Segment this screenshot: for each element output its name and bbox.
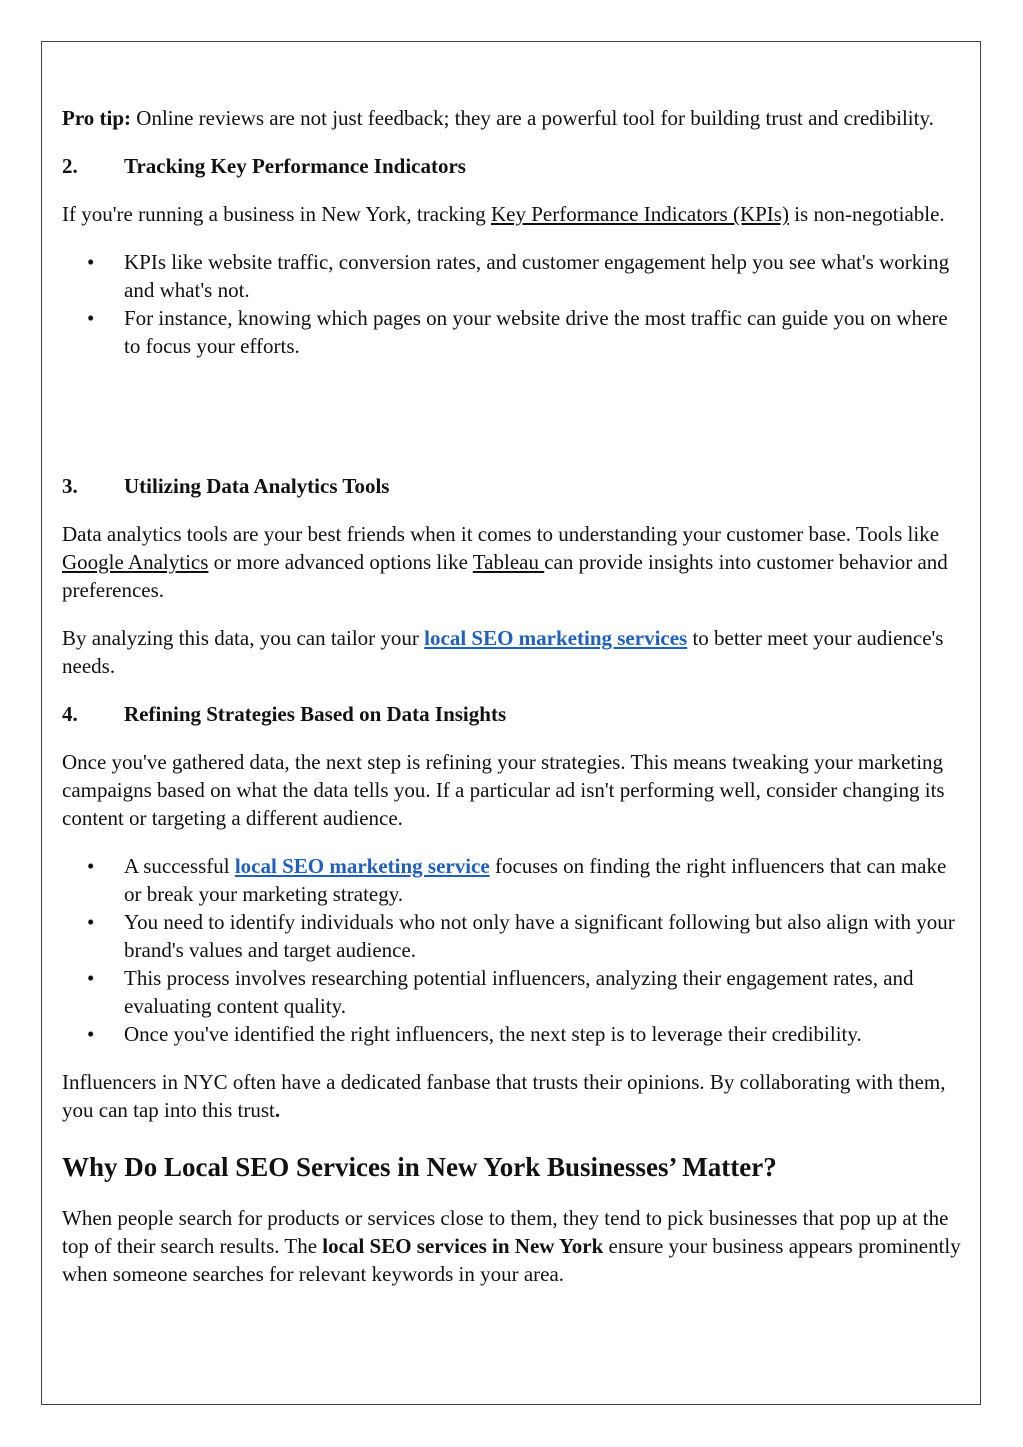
bullet-text-post: focuses on finding the right influencers that can make or break your marketing strategy. [124,854,947,906]
section-3-p2-post: to better meet your audience's needs. [62,626,944,678]
section-3-paragraph-1 [62,520,962,604]
section-2-text-pre: If you're running a business in New York, tracking [62,202,491,226]
why-paragraph [62,1204,962,1288]
tableau-link[interactable]: Tableau [472,550,545,574]
list-item: • Once you've identified the right influencers, the next step is to leverage their credibility. [62,1020,962,1048]
section-4-number: 4. [62,702,78,726]
list-item [62,852,962,908]
section-2-title: Tracking Key Performance Indicators [124,154,466,178]
section-2-number: 2. [62,154,78,178]
section-3-text-pre: Data analytics tools are your best friends when it comes to understanding your customer base. Tools like [62,522,940,546]
section-2-heading [62,152,962,180]
list-item: • KPIs like website traffic, conversion rates, and customer engagement help you see what's working and what's not. [62,248,962,304]
local-seo-marketing-services-link[interactable]: local SEO marketing services [424,626,688,650]
document-body [62,104,962,1288]
section-2-text-post: is non-negotiable. [788,202,945,226]
section-2-paragraph [62,200,962,228]
bullet-text-pre: A successful [124,854,235,878]
kpi-link[interactable]: Key Performance Indicators (KPIs) [490,202,789,226]
section-3-heading [62,472,962,500]
local-seo-marketing-service-link[interactable]: local SEO marketing service [234,854,490,878]
section-4-paragraph-2 [62,1068,962,1124]
why-text-bold: local SEO services in New York [322,1234,604,1258]
section-3-text-post: can provide insights into customer behavior and preferences. [62,550,948,602]
why-heading: Why Do Local SEO Services in New York Businesses’ Matter? [62,1152,777,1182]
section-3-text-mid: or more advanced options like [208,550,473,574]
section-3-p2-pre: By analyzing this data, you can tailor your [62,626,425,650]
section-3-title: Utilizing Data Analytics Tools [124,474,390,498]
google-analytics-link[interactable]: Google Analytics [62,550,209,574]
section-4-p2-end: . [274,1098,281,1122]
section-2-bullet-list [62,248,962,360]
section-3-number: 3. [62,474,78,498]
section-4-paragraph-1: Once you've gathered data, the next step is refining your strategies. This means tweaking your marketing campaigns based on what the data tells you. If a particular ad isn't performing well, consider changing its content or targeting a different audience. [62,750,945,830]
why-text-pre: When people search for products or services close to them, they tend to pick businesses that pop up at the top of their search results. The [62,1206,949,1258]
section-4-bullet-list [62,852,962,1048]
why-text-post: ensure your business appears prominently when someone searches for relevant keywords in your area. [62,1234,961,1286]
pro-tip-label: Pro tip: [62,106,132,130]
section-4-title: Refining Strategies Based on Data Insights [124,702,507,726]
section-4-p2-text: Influencers in NYC often have a dedicated fanbase that trusts their opinions. By collaborating with them, you can tap into this trust [62,1070,946,1122]
section-4-heading [62,700,962,728]
list-item: • You need to identify individuals who not only have a significant following but also align with your brand's values and target audience. [62,908,962,964]
section-3-paragraph-2 [62,624,962,680]
pro-tip-text: Online reviews are not just feedback; they are a powerful tool for building trust and credibility. [131,106,934,130]
list-item: • For instance, knowing which pages on your website drive the most traffic can guide you on where to focus your efforts. [62,304,962,360]
list-item: • This process involves researching potential influencers, analyzing their engagement rates, and evaluating content quality. [62,964,962,1020]
spacer [62,360,962,452]
pro-tip-paragraph [62,104,962,132]
